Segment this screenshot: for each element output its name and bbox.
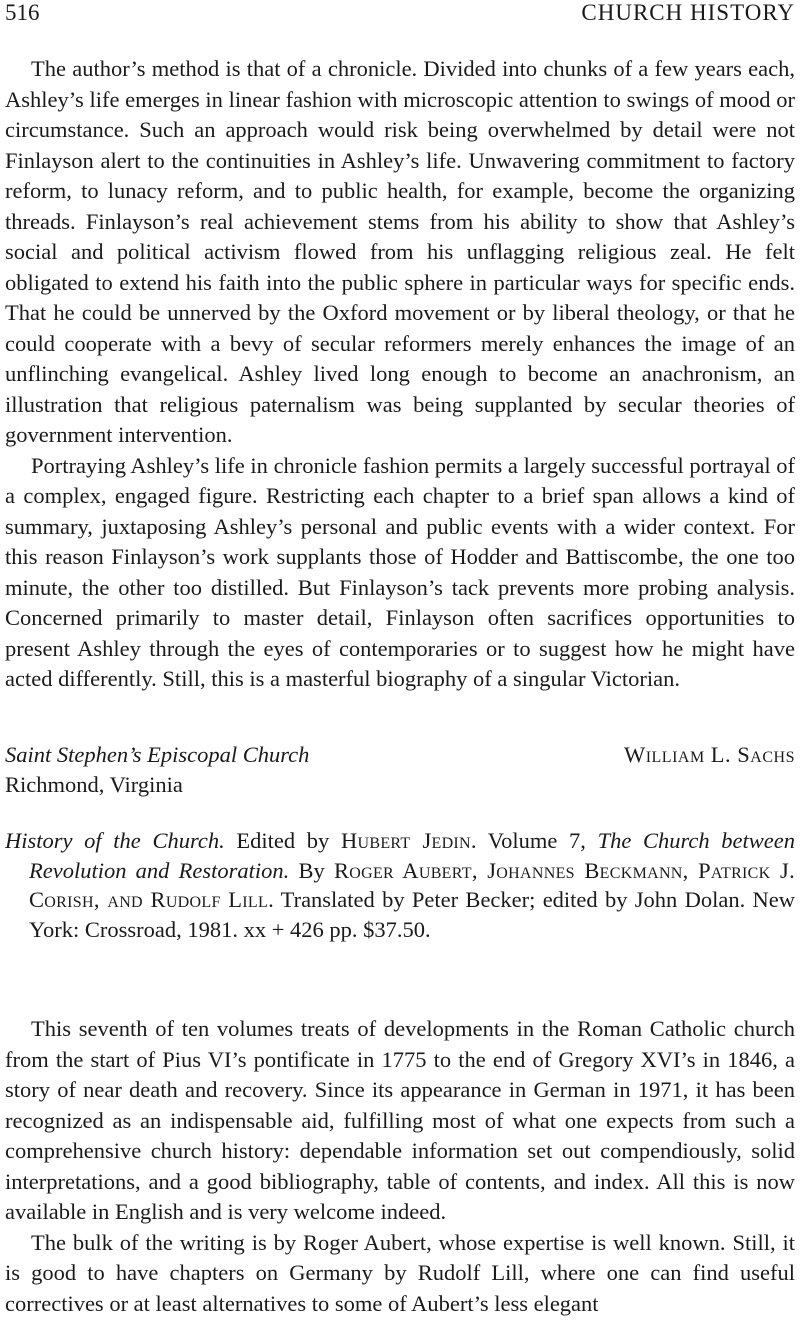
review-body-finlayson (5, 54, 795, 695)
citation-publication: . Translated by Peter Becker; edited by John Dolan. New York: Crossroad, 1981. xx + 426 pp. $37.50. (29, 887, 795, 942)
citation-volume-title: The Church between Revolution and Restoration. (29, 828, 796, 883)
paragraph: The author’s method is that of a chronicle. Divided into chunks of a few years each, Ashley’s life emerges in linear fashion with microscopic attention to swings of mood or circumstance. Such an approach would risk being overwhelmed by detail were not Finlayson alert to the continuities in Ashley’s life. Unwavering commitment to factory reform, to lunacy reform, and to public health, for example, become the organizing threads. Finlayson’s real achievement stems from his ability to show that Ashley’s social and political activism flowed from his unflagging religious zeal. He felt obligated to extend his faith into the public sphere in particular ways for specific ends. That he could be unnerved by the Oxford movement or by liberal theology, or that he could cooperate with a bevy of secular reformers merely enhances the image of an unflinching evangelical. Ashley lived long enough to become an anachronism, an illustration that religious paternalism was being supplanted by secular theories of government intervention. (5, 56, 795, 447)
running-head (5, 0, 795, 30)
review-body-jedin (5, 1014, 795, 1319)
citation-edited-by: Edited by (224, 828, 341, 853)
citation-by: By (289, 857, 334, 883)
citation-text (5, 826, 795, 944)
page-number: 516 (5, 0, 40, 25)
journal-title: CHURCH HISTORY (581, 0, 795, 25)
paragraph: The bulk of the writing is by Roger Aubert, whose expertise is well known. Still, it is good to have chapters on Germany by Rudolf Lill, where one can find useful correctives or at least alternatives to some of Aubert’s less elegant (5, 1229, 795, 1316)
citation-volume: . Volume 7, (470, 828, 598, 853)
book-citation (5, 826, 795, 944)
reviewer-name: William L. Sachs (623, 742, 795, 767)
citation-book-title: History of the Church. (5, 828, 225, 853)
paragraph: This seventh of ten volumes treats of developments in the Roman Catholic church from the start of Pius VI’s pontificate in 1775 to the end of Gregory XVI’s in 1846, a story of near death and recovery. Since its appearance in German in 1971, it has been recognized as an indispensable aid, fulfilling most of what one expects from such a comprehensive church history: dependable information set out compendiously, solid interpretations, and a good bibliography, table of contents, and index. All this is now available in English and is very welcome indeed. (5, 1016, 795, 1224)
citation-editor: Hubert Jedin (340, 828, 471, 853)
reviewer-location: Richmond, Virginia (5, 772, 183, 797)
reviewer-institution: Saint Stephen’s Episcopal Church (5, 742, 310, 767)
paragraph: Portraying Ashley’s life in chronicle fashion permits a largely successful portrayal of a complex, engaged figure. Restricting each chapter to a brief span allows a kind of summary, juxtaposing Ashley’s personal and public events with a wider context. For this reason Finlayson’s work supplants those of Hodder and Battiscombe, the one too minute, the other too distilled. But Finlayson’s tack prevents more probing analysis. Concerned primarily to master detail, Finlayson often sacrifices opportunities to present Ashley through the eyes of contemporaries or to suggest how he might have acted differently. Still, this is a masterful biography of a singular Victorian. (5, 452, 795, 691)
citation-authors: Roger Aubert, Johannes Beckmann, Patrick J. Corish, and Rudolf Lill (29, 857, 795, 912)
